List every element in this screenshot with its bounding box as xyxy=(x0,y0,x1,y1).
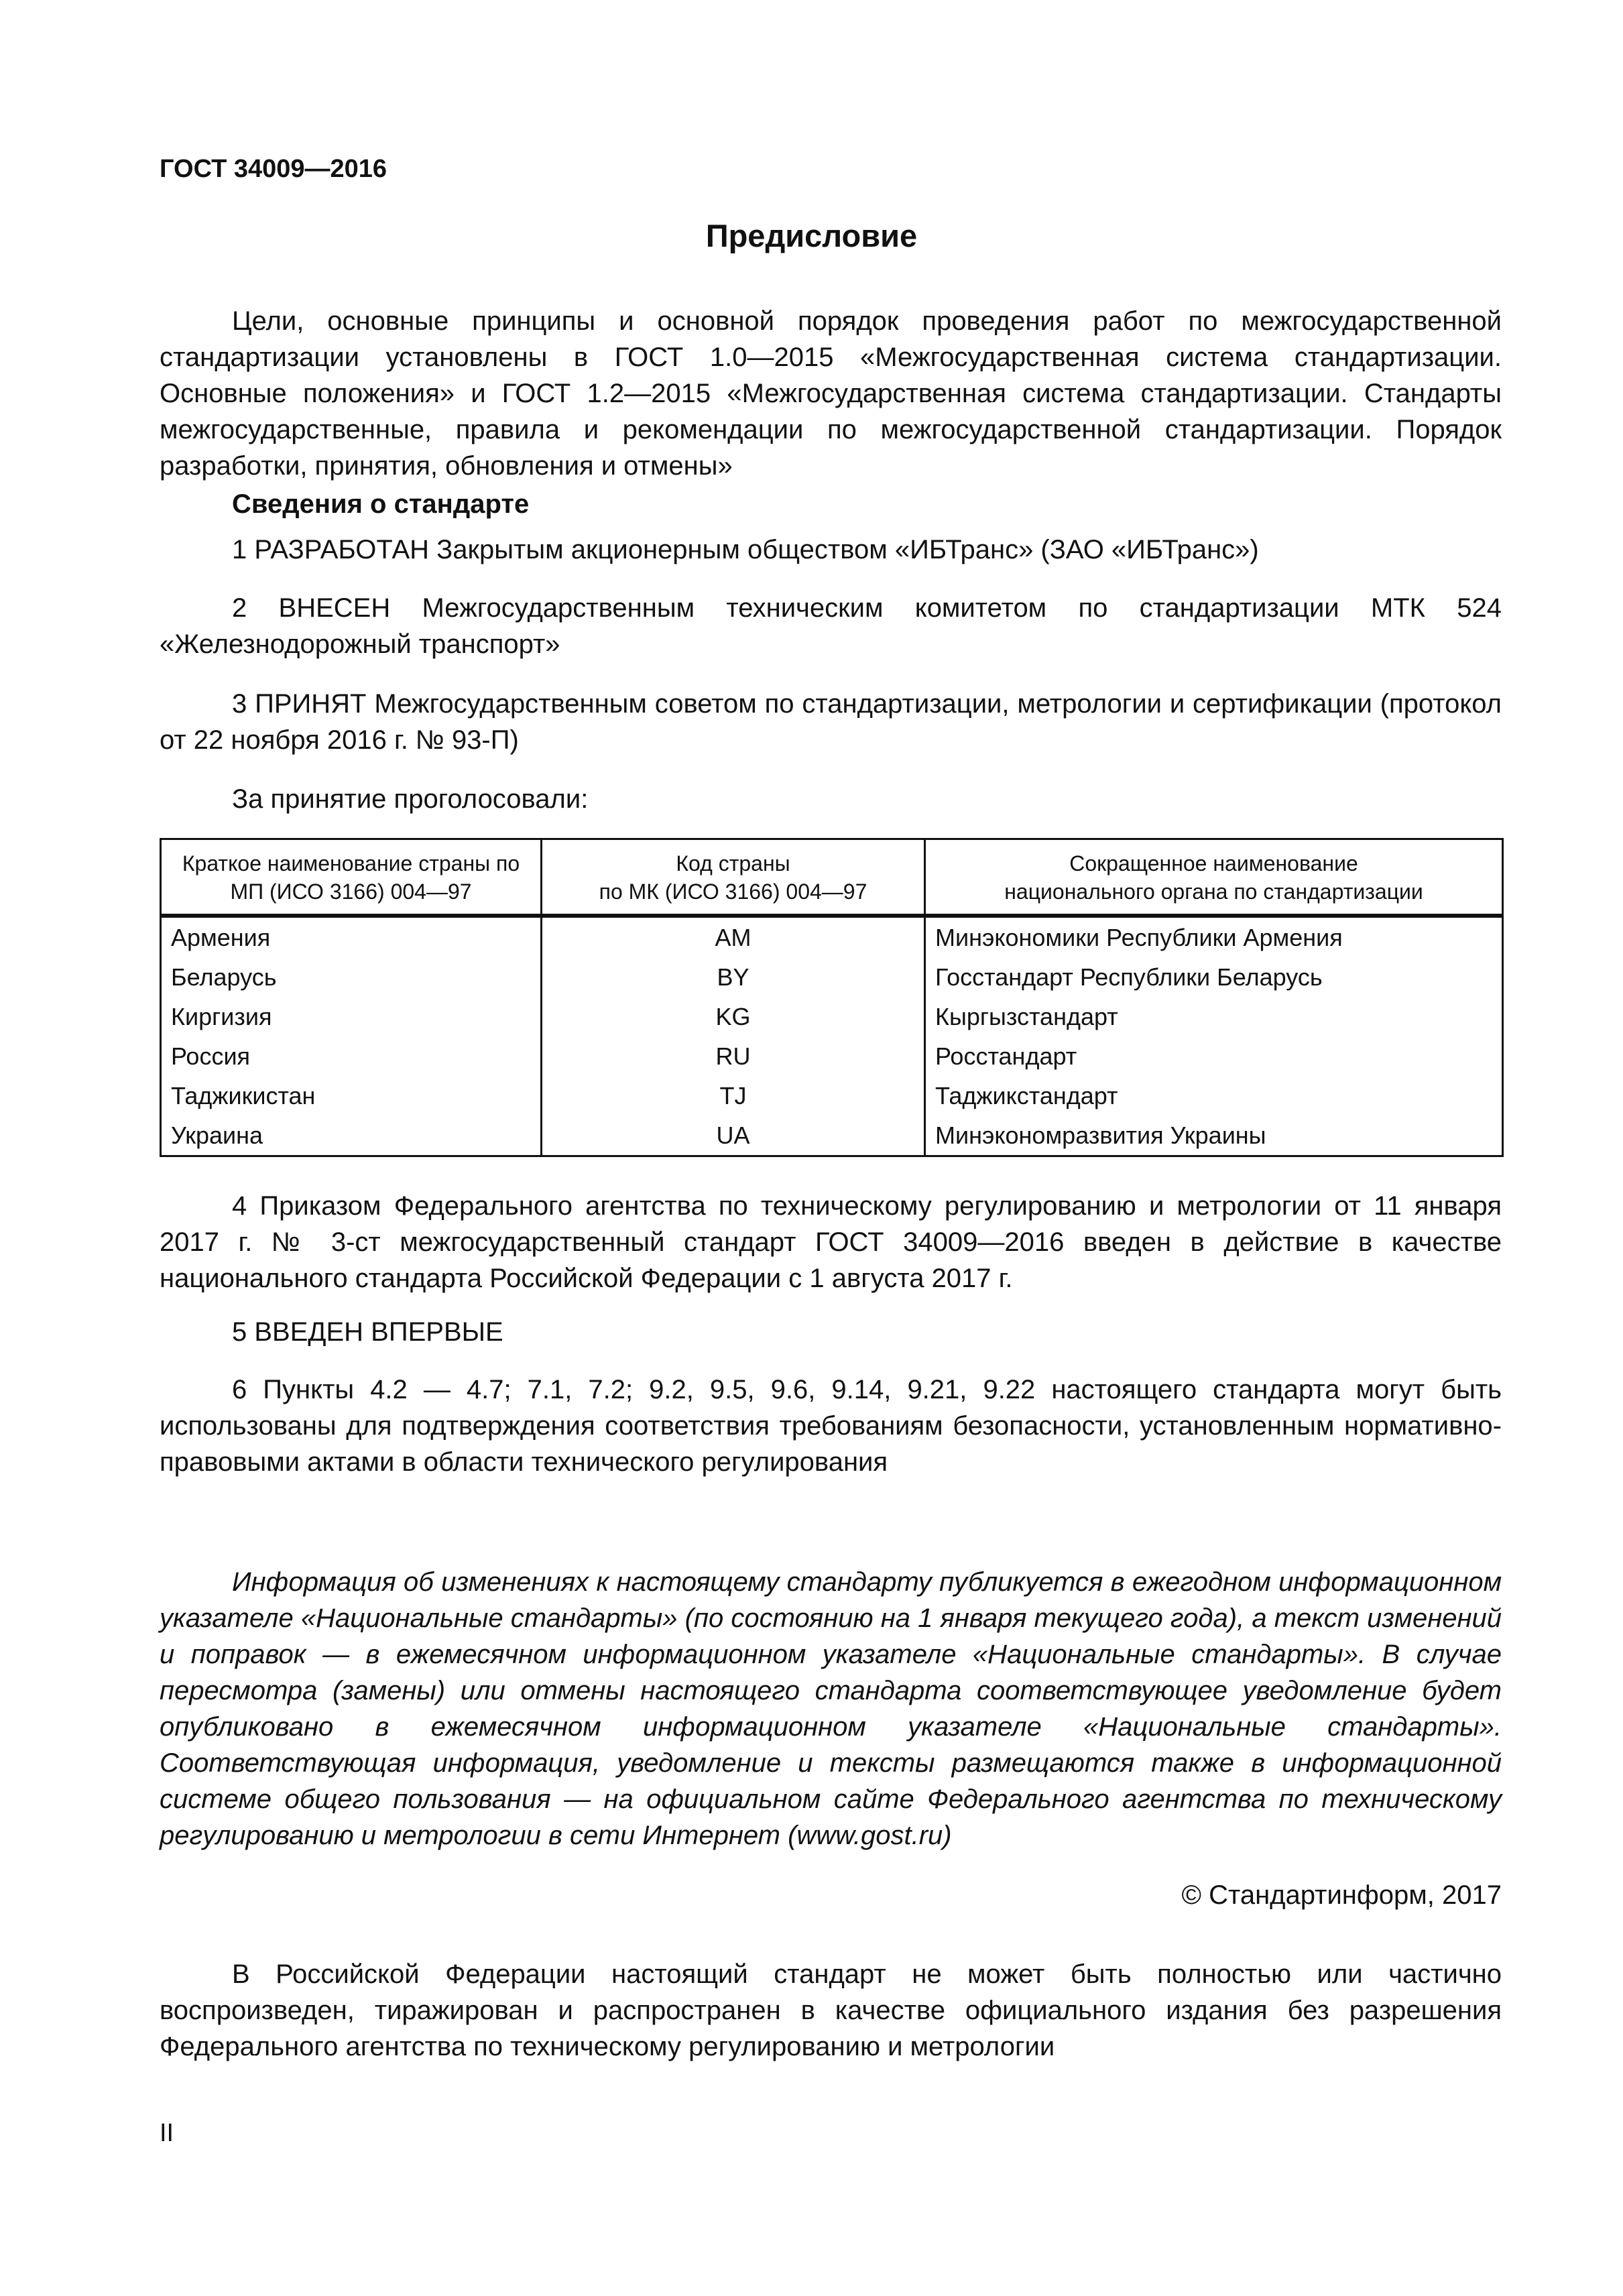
item-4-order: 4 Приказом Федерального агентства по техническому регулированию и метрологии от 11 января 2017 г. № 3-ст межгосударственный стандарт ГОСТ 34009—2016 введен в действие в качестве национального стандарта Российской Федерации с 1 августа 2017 г. xyxy=(160,1191,1502,1293)
country-cell: Киргизия xyxy=(161,997,542,1036)
table-row xyxy=(161,1036,1503,1076)
code-cell: BY xyxy=(542,957,925,997)
vote-label: За принятие проголосовали: xyxy=(232,784,589,814)
body-cell: Минэкономики Республики Армения xyxy=(925,916,1503,957)
column-header-code: Код страны по МК (ИСО 3166) 004—97 xyxy=(542,839,925,916)
item-2-submitted: 2 ВНЕСЕН Межгосударственным техническим комитетом по стандартизации МТК 524 «Железнодорожный транспорт» xyxy=(160,593,1502,659)
item-6-clauses: 6 Пункты 4.2 — 4.7; 7.1, 7.2; 9.2, 9.5, 9.6, 9.14, 9.21, 9.22 настоящего стандарта могут быть использованы для подтверждения соответствия требованиям безопасности, установленным нормативно-правовыми актами в области технического регулирования xyxy=(160,1375,1502,1477)
column-header-body: Сокращенное наименование национального органа по стандартизации xyxy=(925,839,1503,916)
body-cell: Госстандарт Республики Беларусь xyxy=(925,957,1503,997)
info-heading: Сведения о стандарте xyxy=(232,489,530,519)
page-title: Предисловие xyxy=(705,218,918,253)
code-cell: TJ xyxy=(542,1076,925,1115)
country-cell: Беларусь xyxy=(161,957,542,997)
table-row xyxy=(161,916,1503,957)
table-row xyxy=(161,1115,1503,1156)
table-row xyxy=(161,997,1503,1036)
item-3-adopted: 3 ПРИНЯТ Межгосударственным советом по стандартизации, метрологии и сертификации (протокол от 22 ноября 2016 г. № 93-П) xyxy=(160,689,1502,755)
column-header-country: Краткое наименование страны по МП (ИСО 3166) 004—97 xyxy=(161,839,542,916)
country-cell: Армения xyxy=(161,916,542,957)
amendments-notice: Информация об изменениях к настоящему стандарту публикуется в ежегодном информационном указателе «Национальные стандарты» (по состоянию на 1 января текущего года), а текст изменений и поправок — в ежемесячном информационном указателе «Национальные стандарты». В случае пересмотра (замены) или отмены настоящего стандарта соответствующее уведомление будет опубликовано в ежемесячном информационном указателе «Национальные стандарты». Соответствующая информация, уведомление и тексты размещаются также в информационной системе общего пользования — на официальном сайте Федерального агентства по техническому регулированию и метрологии в сети Интернет (www.gost.ru) xyxy=(160,1567,1502,1850)
item-1-developed: 1 РАЗРАБОТАН Закрытым акционерным обществом «ИБТранс» (ЗАО «ИБТранс») xyxy=(232,535,1259,564)
code-cell: RU xyxy=(542,1036,925,1076)
table-header-row xyxy=(161,839,1503,916)
copyright-line: © Стандартинформ, 2017 xyxy=(1181,1880,1502,1910)
code-cell: AM xyxy=(542,916,925,957)
page-number: II xyxy=(160,2119,174,2147)
voting-countries-table xyxy=(160,838,1504,1157)
country-cell: Таджикистан xyxy=(161,1076,542,1115)
code-cell: UA xyxy=(542,1115,925,1156)
reproduction-restriction: В Российской Федерации настоящий стандарт не может быть полностью или частично воспроизведен, тиражирован и распространен в качестве официального издания без разрешения Федерального агентства по техническому регулированию и метрологии xyxy=(160,1959,1502,2061)
body-cell: Таджикстандарт xyxy=(925,1076,1503,1115)
table-row xyxy=(161,957,1503,997)
item-5-introduced: 5 ВВЕДЕН ВПЕРВЫЕ xyxy=(232,1317,503,1347)
country-cell: Россия xyxy=(161,1036,542,1076)
body-cell: Минэкономразвития Украины xyxy=(925,1115,1503,1156)
body-cell: Росстандарт xyxy=(925,1036,1503,1076)
body-cell: Кыргызстандарт xyxy=(925,997,1503,1036)
intro-paragraph: Цели, основные принципы и основной порядок проведения работ по межгосударственной стандартизации установлены в ГОСТ 1.0—2015 «Межгосударственная система стандартизации. Основные положения» и ГОСТ 1.2—2015 «Межгосударственная система стандартизации. Стандарты межгосударственные, правила и рекомендации по межгосударственной стандартизации. Порядок разработки, принятия, обновления и отмены» xyxy=(160,306,1502,481)
table-row xyxy=(161,1076,1503,1115)
code-cell: KG xyxy=(542,997,925,1036)
document-number: ГОСТ 34009—2016 xyxy=(160,155,387,183)
country-cell: Украина xyxy=(161,1115,542,1156)
